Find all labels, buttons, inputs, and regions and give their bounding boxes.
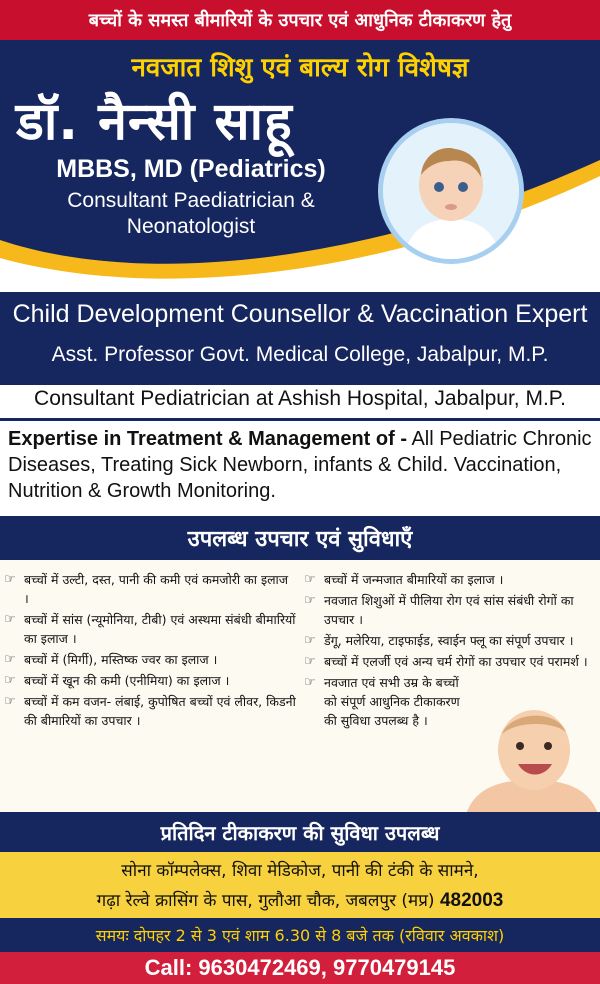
smiling-baby-illustration (462, 698, 600, 812)
address-block (0, 852, 600, 918)
divider (0, 418, 600, 421)
pointing-hand-icon: ☞ (304, 675, 316, 690)
daily-vaccination-banner: प्रतिदिन टीकाकरण की सुविधा उपलब्ध (0, 812, 600, 852)
smiling-baby-image (462, 698, 600, 812)
doctor-name: डॉ. नैन्सी साहू (16, 92, 293, 152)
service-text: बच्चों में जन्मजात बीमारियों का इलाज । (324, 572, 504, 587)
address-line-2 (0, 886, 600, 916)
services-section (0, 560, 600, 812)
designation-line-1: Consultant Paediatrician & (67, 189, 315, 212)
expertise-label: Expertise in Treatment & Management of - (8, 428, 407, 450)
pointing-hand-icon: ☞ (4, 652, 16, 667)
list-item (304, 673, 474, 730)
service-text: बच्चों में एलर्जी एवं अन्य चर्म रोगों का उपचार एवं परामर्श । (324, 654, 588, 669)
top-banner: बच्चों के समस्त बीमारियों के उपचार एवं आधुनिक टीकाकरण हेतु (0, 0, 600, 40)
list-item (4, 692, 296, 730)
pin-code: 482003 (439, 890, 504, 911)
pointing-hand-icon: ☞ (4, 572, 16, 587)
pointing-hand-icon: ☞ (304, 593, 316, 608)
list-item (304, 591, 594, 629)
service-text: नवजात शिशुओं में पीलिया रोग एवं सांस संबंधी रोगों का उपचार । (324, 593, 574, 627)
specialist-heading: नवजात शिशु एवं बाल्य रोग विशेषज्ञ (131, 53, 469, 83)
expertise-text: All Pediatric Chronic Diseases, Treating Sick Newborn, infants & Child. Vaccination, Nutrition & Growth Monitoring. (8, 428, 592, 502)
address-line-2-text: गढ़ा रेल्वे क्रासिंग के पास, गुलौआ चौक, जबलपुर (मप्र) (96, 891, 435, 911)
baby-photo (378, 118, 524, 264)
pointing-hand-icon: ☞ (304, 633, 316, 648)
credentials-line-1: Child Development Counsellor & Vaccination Expert (12, 300, 588, 328)
pointing-hand-icon: ☞ (4, 694, 16, 709)
service-text: बच्चों में (मिर्गी), मस्तिष्क ज्वर का इलाज । (24, 652, 218, 667)
header-section (0, 40, 600, 292)
address-line-1: सोना कॉम्पलेक्स, शिवा मेडिकोज, पानी की टंकी के सामने, (121, 861, 479, 881)
pointing-hand-icon: ☞ (4, 612, 16, 627)
consultant-line: Consultant Pediatrician at Ashish Hospital, Jabalpur, M.P. (34, 387, 566, 410)
designation-line-2: Neonatologist (126, 215, 256, 238)
credentials-line-2: Asst. Professor Govt. Medical College, Jabalpur, M.P. (51, 343, 549, 366)
baby-illustration (383, 123, 519, 259)
list-item (304, 631, 594, 650)
designation (16, 188, 366, 240)
services-list-left (4, 570, 296, 732)
degree: MBBS, MD (Pediatrics) (56, 155, 326, 183)
divider (0, 382, 600, 385)
service-text: बच्चों में उल्टी, दस्त, पानी की कमी एवं कमजोरी का इलाज । (24, 572, 289, 606)
services-heading: उपलब्ध उपचार एवं सुविधाएँ (0, 516, 600, 560)
list-item (4, 650, 296, 669)
pointing-hand-icon: ☞ (304, 654, 316, 669)
list-item (4, 570, 296, 608)
service-text: बच्चों में खून की कमी (एनीमिया) का इलाज । (24, 673, 230, 688)
list-item (304, 652, 594, 671)
list-item (4, 610, 296, 648)
service-text: बच्चों में कम वजन- लंबाई, कुपोषित बच्चों एवं लीवर, किडनी की बीमारियों का उपचार । (24, 694, 296, 728)
call-banner: Call: 9630472469, 9770479145 (0, 952, 600, 984)
pointing-hand-icon: ☞ (4, 673, 16, 688)
service-text: डेंगू, मलेरिया, टाइफाईड, स्वाईन फ्लू का संपूर्ण उपचार । (324, 633, 574, 648)
service-text: बच्चों में सांस (न्यूमोनिया, टीबी) एवं अस्थमा संबंधी बीमारियों का इलाज । (24, 612, 296, 646)
list-item (304, 570, 594, 589)
service-text: नवजात एवं सभी उम्र के बच्चों को संपूर्ण आधुनिक टीकाकरण की सुविधा उपलब्ध है । (324, 675, 460, 728)
list-item (4, 671, 296, 690)
pointing-hand-icon: ☞ (304, 572, 316, 587)
timing-banner: समयः दोपहर 2 से 3 एवं शाम 6.30 से 8 बजे तक (रविवार अवकाश) (0, 918, 600, 952)
expertise-block (8, 426, 598, 504)
